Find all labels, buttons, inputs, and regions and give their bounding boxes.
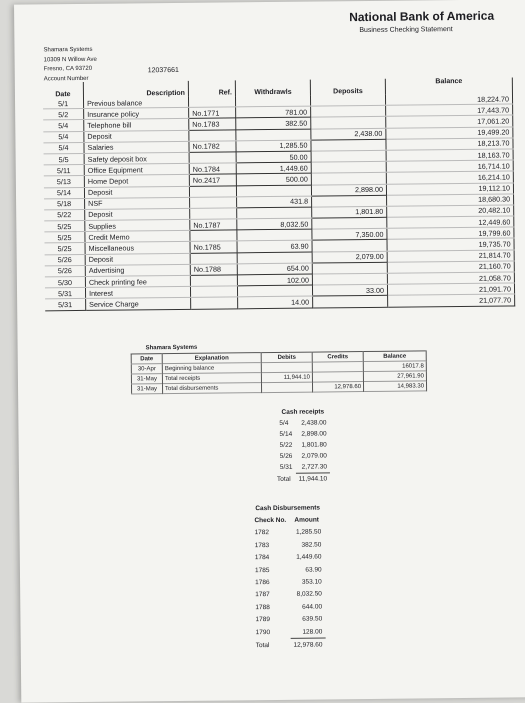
row-balance: 17,443.70	[386, 104, 513, 117]
row-ref	[189, 152, 236, 164]
row-ref: No.1788	[190, 264, 237, 276]
row-ref: No.1783	[189, 118, 236, 130]
col-withdrawals: Withdrawls	[235, 80, 310, 97]
row-ref	[191, 297, 238, 309]
row-withdrawal: 382.50	[236, 117, 311, 129]
row-deposit	[312, 217, 387, 229]
row-description: Insurance policy	[84, 108, 189, 120]
customer-street: 10309 N Willow Ave	[43, 56, 97, 63]
receipt-amount: 2,079.00	[301, 452, 327, 460]
row-deposit	[312, 273, 387, 285]
statement-subtitle: Business Checking Statement	[359, 26, 453, 35]
row-deposit: 1,801.80	[312, 206, 387, 218]
row-balance: 19,112.10	[386, 182, 513, 195]
customer-city: Fresno, CA 93720	[43, 65, 93, 73]
summary-title: Shamara Systems	[145, 344, 198, 352]
row-balance: 19,799.60	[387, 227, 514, 240]
row-deposit	[311, 161, 386, 173]
row-balance: 21,814.70	[387, 250, 514, 263]
summary-explanation: Total disbursements	[162, 383, 261, 394]
summary-date: 31-May	[131, 374, 162, 384]
disbursement-row	[252, 563, 325, 576]
receipt-row	[276, 428, 329, 440]
receipt-amount: 1,801.80	[301, 441, 327, 449]
disbursement-row	[252, 551, 325, 564]
row-withdrawal: 63.90	[237, 241, 312, 253]
disbursement-amount: 1,285.50	[295, 528, 322, 537]
disb-col-check: Check No.	[254, 516, 287, 525]
row-deposit: 7,350.00	[312, 229, 387, 241]
row-date: 5/4	[43, 131, 84, 143]
customer-name: Shamara Systems	[43, 46, 93, 54]
disbursement-row	[252, 539, 325, 552]
disbursement-check: 1786	[255, 579, 270, 587]
row-ref: No.1771	[189, 107, 236, 119]
row-withdrawal	[236, 185, 311, 197]
disbursement-check: 1782	[254, 529, 270, 537]
receipt-row	[277, 461, 330, 473]
summary-col-credits: Credits	[312, 352, 363, 363]
row-date: 5/4	[43, 120, 84, 132]
row-ref	[190, 252, 237, 264]
cash-receipts-title: Cash receipts	[281, 408, 325, 416]
statement-sheet	[14, 0, 525, 703]
disbursement-check: 1790	[255, 628, 271, 637]
disbursement-total: 12,978.60	[293, 641, 323, 649]
receipt-date: 5/31	[279, 464, 293, 472]
row-date: 5/26	[45, 265, 86, 277]
disbursement-check: 1783	[254, 541, 270, 550]
disbursement-total-row	[253, 638, 326, 652]
row-withdrawal: 500.00	[236, 173, 311, 185]
col-deposits: Deposits	[310, 79, 385, 96]
row-withdrawal: 102.00	[237, 274, 312, 286]
row-withdrawal: 8,032.50	[237, 218, 312, 230]
row-date: 5/18	[44, 198, 85, 210]
disbursement-amount: 382.50	[301, 541, 322, 549]
row-date: 5/5	[44, 153, 85, 165]
col-ref: Ref.	[188, 80, 235, 96]
receipt-total: 11,944.10	[298, 475, 328, 483]
row-description: Service Charge	[86, 298, 191, 310]
summary-explanation: Total receipts	[162, 373, 261, 384]
summary-credit	[312, 362, 363, 373]
row-balance: 18,163.70	[386, 149, 513, 162]
disbursement-amount: 353.10	[301, 578, 322, 586]
cash-receipts-table	[276, 406, 330, 485]
row-date: 5/26	[45, 254, 86, 266]
row-deposit	[311, 117, 386, 129]
row-description: Miscellaneous	[85, 242, 190, 254]
row-description: Deposit	[84, 186, 189, 198]
summary-balance: 27,961.90	[363, 371, 426, 382]
row-balance: 16,714.10	[386, 160, 513, 173]
row-ref	[189, 129, 236, 141]
row-balance: 18,213.70	[386, 138, 513, 151]
row-withdrawal	[235, 96, 310, 107]
row-withdrawal: 431.8	[237, 196, 312, 208]
cash-disbursements-title: Cash Disbursements	[255, 504, 321, 512]
receipt-amount: 2,727.30	[295, 461, 330, 473]
row-deposit	[312, 262, 387, 274]
row-date: 5/30	[45, 276, 86, 288]
row-description: Interest	[85, 287, 190, 299]
row-ref: No.1787	[190, 219, 237, 231]
row-ref	[190, 197, 237, 209]
disbursement-row	[251, 526, 324, 539]
row-ref: No.1784	[189, 163, 236, 175]
disbursement-row	[252, 601, 325, 614]
row-withdrawal	[237, 229, 312, 241]
row-deposit	[312, 240, 387, 252]
row-description: Deposit	[85, 208, 190, 220]
row-deposit: 2,079.00	[312, 251, 387, 263]
row-deposit: 2,438.00	[311, 128, 386, 140]
row-description: Safety deposit box	[84, 152, 189, 164]
summary-debit	[261, 362, 312, 373]
cash-disbursements-table	[251, 501, 325, 651]
disb-col-amount: Amount	[294, 516, 319, 524]
row-deposit	[311, 139, 386, 151]
summary-col-balance: Balance	[363, 351, 426, 362]
disbursement-amount: 63.90	[305, 566, 322, 574]
row-description: Check printing fee	[85, 275, 190, 287]
row-deposit	[310, 95, 385, 106]
bank-name: National Bank of America	[349, 8, 495, 25]
row-ref: No.1785	[190, 241, 237, 253]
row-withdrawal: 50.00	[236, 151, 311, 163]
row-withdrawal	[236, 129, 311, 141]
row-date: 5/25	[44, 232, 85, 244]
disbursement-total-label: Total	[255, 641, 270, 649]
receipt-date: 5/14	[279, 430, 293, 438]
account-label: Account Number	[43, 75, 89, 82]
row-description: Telephone bill	[84, 119, 189, 131]
account-number: 12037661	[147, 66, 179, 75]
receipt-date: 5/4	[279, 419, 289, 427]
row-balance: 12,449.60	[387, 216, 514, 229]
summary-table	[131, 350, 427, 394]
row-ref	[190, 286, 237, 298]
row-date: 5/1	[43, 98, 84, 109]
col-balance: Balance	[385, 77, 512, 94]
row-balance: 16,214.10	[386, 171, 513, 184]
row-deposit: 2,898.00	[311, 184, 386, 196]
receipt-date: 5/26	[279, 452, 293, 460]
receipt-total-row	[277, 473, 330, 485]
receipt-row	[276, 417, 329, 429]
row-date: 5/22	[44, 209, 85, 221]
summary-debit: 11,944.10	[261, 372, 312, 383]
row-date: 5/14	[44, 187, 85, 199]
row-date: 5/13	[44, 176, 85, 188]
row-withdrawal: 14.00	[238, 296, 313, 308]
row-date: 5/11	[44, 165, 85, 177]
row-description: Credit Memo	[85, 231, 190, 243]
customer-address	[43, 46, 97, 85]
row-balance: 18,224.70	[385, 93, 512, 105]
row-withdrawal	[237, 252, 312, 264]
receipt-total-label: Total	[276, 475, 291, 483]
summary-credit	[312, 372, 363, 383]
summary-col-debits: Debits	[261, 352, 312, 363]
col-description: Description	[83, 81, 188, 98]
row-deposit	[312, 195, 387, 207]
row-withdrawal: 1,449.60	[236, 162, 311, 174]
receipt-amount: 2,898.00	[301, 430, 327, 438]
row-description: NSF	[85, 197, 190, 209]
disbursement-row	[252, 613, 325, 626]
summary-date: 31-May	[131, 384, 162, 394]
receipt-amount: 2,438.00	[301, 419, 327, 427]
row-deposit	[311, 105, 386, 117]
summary-balance: 16017.8	[363, 361, 426, 372]
summary-row	[131, 381, 426, 394]
row-ref	[190, 275, 237, 287]
disbursement-row	[252, 588, 325, 601]
row-balance: 21,160.70	[387, 261, 514, 274]
summary-debit	[261, 382, 312, 393]
disbursement-amount: 8,032.50	[296, 590, 322, 599]
row-description: Previous balance	[83, 97, 188, 109]
summary-col-date: Date	[131, 354, 162, 364]
row-withdrawal: 1,285.50	[236, 140, 311, 152]
row-description: Deposit	[84, 130, 189, 142]
row-withdrawal: 654.00	[237, 263, 312, 275]
summary-col-explanation: Explanation	[162, 353, 261, 364]
row-description: Office Equipment	[84, 163, 189, 175]
disbursement-row	[252, 576, 325, 589]
disbursement-check: 1784	[254, 554, 270, 562]
summary-date: 30-Apr	[131, 364, 162, 374]
row-description: Deposit	[85, 253, 190, 265]
row-balance: 19,499.20	[386, 127, 513, 140]
disbursement-amount: 639.50	[302, 615, 323, 623]
row-deposit	[311, 173, 386, 185]
row-balance: 21,091.70	[387, 283, 514, 296]
row-date: 5/31	[45, 288, 86, 300]
col-date: Date	[55, 91, 71, 99]
disbursement-check: 1788	[255, 603, 270, 611]
summary-explanation: Beginning balance	[162, 363, 261, 374]
disbursement-amount: 644.00	[302, 603, 323, 611]
row-date: 5/4	[43, 142, 84, 154]
disbursement-amount: 128.00	[290, 625, 325, 638]
disbursement-amount: 1,449.60	[296, 553, 322, 562]
row-ref	[189, 185, 236, 197]
row-description: Home Depot	[84, 175, 189, 187]
row-balance: 18,680.30	[387, 194, 514, 207]
row-withdrawal	[237, 285, 312, 297]
disbursement-check: 1787	[255, 591, 270, 599]
row-date: 5/31	[45, 299, 86, 311]
summary-credit: 12,978.60	[312, 382, 363, 393]
row-ref: No.1782	[189, 141, 236, 153]
receipt-row	[277, 450, 330, 462]
row-withdrawal: 781.00	[236, 106, 311, 118]
row-balance: 21,058.70	[387, 272, 514, 285]
row-balance: 20,482.10	[387, 205, 514, 218]
disbursement-check: 1789	[255, 616, 270, 624]
row-balance: 21,077.70	[388, 294, 515, 307]
disbursement-row	[253, 625, 326, 639]
disbursement-check: 1785	[254, 566, 270, 574]
row-balance: 19,735.70	[387, 238, 514, 251]
row-description: Advertising	[85, 264, 190, 276]
row-date: 5/2	[43, 109, 84, 121]
transactions-table	[43, 77, 515, 310]
row-ref	[190, 208, 237, 220]
row-deposit	[313, 296, 388, 308]
row-balance: 17,061.20	[386, 115, 513, 128]
row-date: 5/25	[44, 221, 85, 233]
row-deposit	[311, 150, 386, 162]
row-deposit: 33.00	[312, 284, 387, 296]
row-ref	[190, 230, 237, 242]
receipt-row	[277, 439, 330, 451]
row-description: Supplies	[85, 219, 190, 231]
row-description: Salaries	[84, 141, 189, 153]
row-date: 5/25	[45, 243, 86, 255]
receipt-date: 5/22	[279, 441, 293, 449]
row-ref: No.2417	[189, 174, 236, 186]
row-ref	[188, 96, 235, 107]
summary-balance: 14,983.30	[363, 381, 426, 392]
row-withdrawal	[237, 207, 312, 219]
